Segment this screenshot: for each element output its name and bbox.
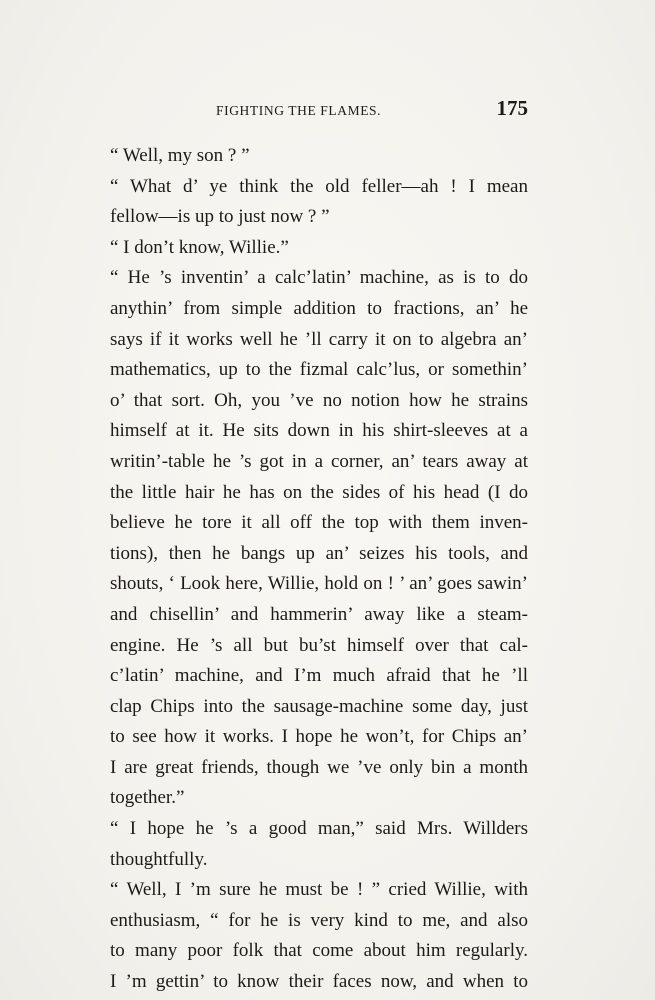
text-line: tions), then he bangs up an’ seizes his tools, and xyxy=(110,542,528,564)
text-line: himself at it. He sits down in his shirt-sleeves at a xyxy=(110,420,528,442)
text-line: shouts, ‘ Look here, Willie, hold on ! ’ an’ goes sawin’ xyxy=(110,573,528,595)
text-line: writin’-table he ’s got in a corner, an’ tears away at xyxy=(110,450,528,472)
text-line: o’ that sort. Oh, you ’ve no notion how he strains xyxy=(110,389,528,411)
text-line: believe he tore it all off the top with them inven- xyxy=(110,512,528,534)
text-line: c’latin’ machine, and I’m much afraid that he ’ll xyxy=(110,665,528,687)
text-line: thoughtfully. xyxy=(110,848,208,870)
text-line: to see how it works. I hope he won’t, for Chips an’ xyxy=(110,726,528,748)
text-line: the little hair he has on the sides of his head (I do xyxy=(110,481,528,503)
text-line: “ What d’ ye think the old feller—ah ! I mean xyxy=(110,175,528,197)
text-line: “ I don’t know, Willie.” xyxy=(110,236,289,258)
text-line: “ He ’s inventin’ a calc’latin’ machine, as is to do xyxy=(110,267,528,289)
page-header xyxy=(108,96,528,124)
text-line: together.” xyxy=(110,787,185,809)
text-line: I ’m gettin’ to know their faces now, and when to xyxy=(110,971,528,993)
text-line: “ Well, my son ? ” xyxy=(110,145,250,166)
body-text xyxy=(110,141,528,998)
text-line: and chisellin’ and hammerin’ away like a steam- xyxy=(110,603,528,625)
text-line: engine. He ’s all but bu’st himself over that cal- xyxy=(110,634,528,656)
text-line: mathematics, up to the fizmal calc’lus, or somethin’ xyxy=(110,359,528,381)
text-line: to many poor folk that come about him regularly. xyxy=(110,940,528,962)
page-number: 175 xyxy=(496,96,528,120)
text-line: fellow—is up to just now ? ” xyxy=(110,206,330,228)
text-line: clap Chips into the sausage-machine some day, just xyxy=(110,695,528,717)
text-line: I are great friends, though we ’ve only bin a month xyxy=(110,756,528,778)
text-line: anythin’ from simple addition to fractions, an’ he xyxy=(110,297,528,319)
text-line: “ I hope he ’s a good man,” said Mrs. Willders xyxy=(110,818,528,840)
running-head: FIGHTING THE FLAMES. xyxy=(216,103,382,118)
text-line: says if it works well he ’ll carry it on to algebra an’ xyxy=(110,328,528,350)
text-line: “ Well, I ’m sure he must be ! ” cried Willie, with xyxy=(110,879,528,901)
text-line: enthusiasm, “ for he is very kind to me, and also xyxy=(110,909,528,931)
